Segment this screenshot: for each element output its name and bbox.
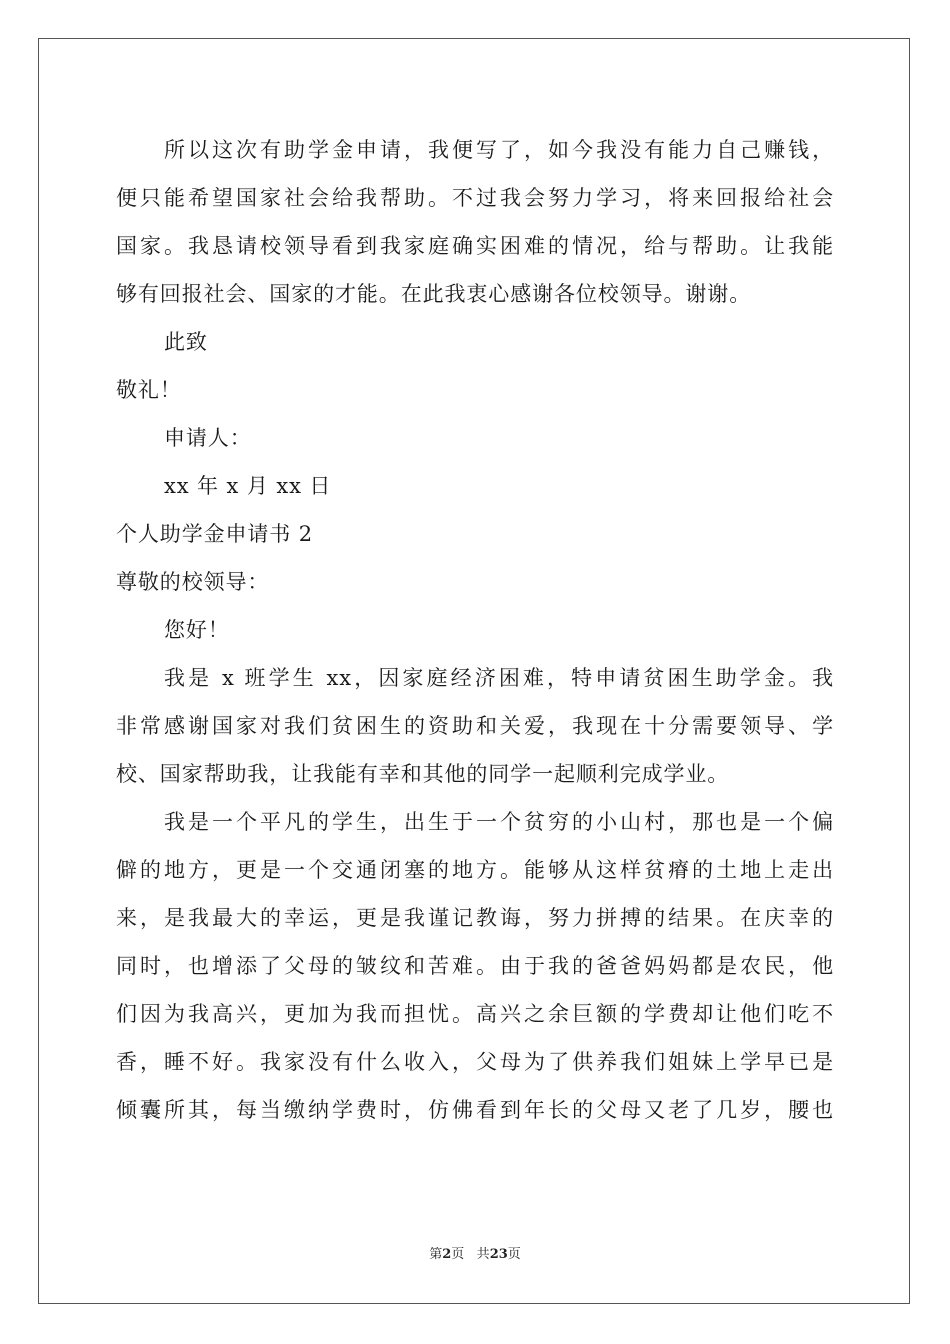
paragraph-line: 我是一个平凡的学生，出生于一个贫穷的小山村，那也是一个偏 <box>164 810 834 834</box>
paragraph-line: 们因为我高兴，更加为我而担忧。高兴之余巨额的学费却让他们吃不 <box>116 1002 834 1026</box>
paragraph-line: 僻的地方，更是一个交通闭塞的地方。能够从这样贫瘠的土地上走出 <box>116 858 834 882</box>
letter-greeting: 您好！ <box>164 618 230 642</box>
paragraph-line: 非常感谢国家对我们贫困生的资助和关爱，我现在十分需要领导、学 <box>116 714 834 738</box>
current-page-number: 2 <box>442 1247 452 1262</box>
paragraph-line: 香，睡不好。我家没有什么收入，父母为了供养我们姐妹上学早已是 <box>116 1050 834 1074</box>
paragraph-line: 国家。我恳请校领导看到我家庭确实困难的情况，给与帮助。让我能 <box>116 234 834 258</box>
page-footer <box>0 1246 950 1264</box>
paragraph-line: 便只能希望国家社会给我帮助。不过我会努力学习，将来回报给社会 <box>116 186 834 210</box>
paragraph-line: 所以这次有助学金申请，我便写了，如今我没有能力自己赚钱， <box>164 138 834 162</box>
paragraph-line: 校、国家帮助我，让我能有幸和其他的同学一起顺利完成学业。 <box>116 762 730 786</box>
footer-page-suffix: 页 <box>451 1247 465 1262</box>
closing-regards: 敬礼！ <box>116 378 182 402</box>
letter-addressee: 尊敬的校领导： <box>116 570 270 594</box>
footer-total-suffix: 页 <box>507 1247 521 1262</box>
closing-salutation: 此致 <box>164 330 208 354</box>
paragraph-line: 我是 x 班学生 xx，因家庭经济困难，特申请贫困生助学金。我 <box>164 666 834 690</box>
section-title: 个人助学金申请书 2 <box>116 522 314 546</box>
paragraph-line: 够有回报社会、国家的才能。在此我衷心感谢各位校领导。谢谢。 <box>116 282 752 306</box>
footer-prefix: 第 <box>429 1247 443 1262</box>
applicant-label: 申请人： <box>164 426 252 450</box>
total-page-count: 23 <box>489 1247 508 1262</box>
paragraph-line: 来，是我最大的幸运，更是我谨记教诲，努力拼搏的结果。在庆幸的 <box>116 906 834 930</box>
paragraph-line: 同时，也增添了父母的皱纹和苦难。由于我的爸爸妈妈都是农民，他 <box>116 954 834 978</box>
footer-total-prefix: 共 <box>476 1247 490 1262</box>
date-line: xx 年 x 月 xx 日 <box>164 474 332 498</box>
paragraph-line: 倾囊所其，每当缴纳学费时，仿佛看到年长的父母又老了几岁，腰也 <box>116 1098 834 1122</box>
